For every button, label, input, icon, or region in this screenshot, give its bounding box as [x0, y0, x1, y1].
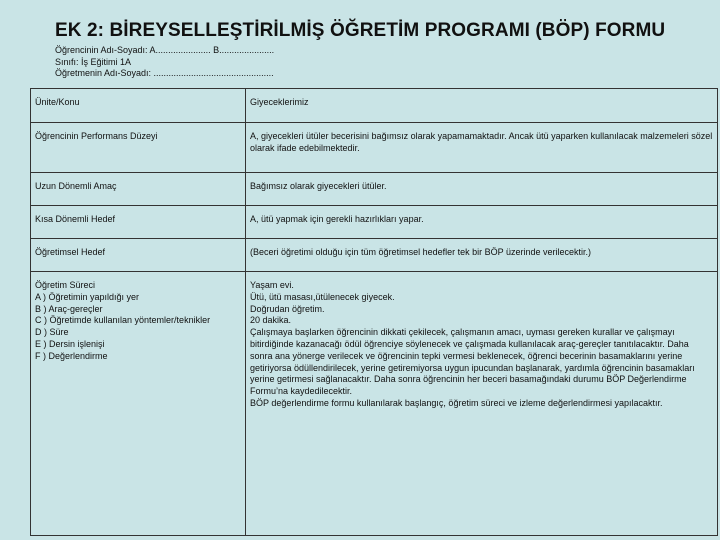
table-row [31, 89, 718, 123]
row-value: A, ütü yapmak için gerekli hazırlıkları yapar. [246, 206, 718, 239]
teacher-name-line: Öğretmenin Adı-Soyadı: ................................................ [55, 68, 274, 78]
row-label: Uzun Dönemli Amaç [31, 173, 246, 206]
row-value: Giyeceklerimiz [246, 89, 718, 123]
row-value: Bağımsız olarak giyecekleri ütüler. [246, 173, 718, 206]
row-label: Öğretimsel Hedef [31, 239, 246, 272]
row-label: Kısa Dönemli Hedef [31, 206, 246, 239]
table-row [31, 206, 718, 239]
row-label: Öğretim Süreci A ) Öğretimin yapıldığı yer B ) Araç-gereçler C ) Öğretimde kullanılan yöntemler/teknikler D ) Süre E ) Dersin işlenişi F ) Değerlendirme [31, 272, 246, 536]
table-row [31, 173, 718, 206]
row-value: A, giyecekleri ütüler becerisini bağımsız olarak yapamamaktadır. Ancak ütü yaparken kullanılacak malzemeleri sözel olarak ifade edebilmektedir. [246, 123, 718, 173]
row-label: Ünite/Konu [31, 89, 246, 123]
table-row [31, 272, 718, 536]
form-title: EK 2: BİREYSELLEŞTİRİLMİŞ ÖĞRETİM PROGRAMI (BÖP) FORMU [55, 20, 666, 41]
table-row [31, 123, 718, 173]
class-line: Sınıfı: İş Eğitimi 1A [55, 56, 132, 67]
row-value: (Beceri öğretimi olduğu için tüm öğretimsel hedefler tek bir BÖP üzerinde verilecektir.) [246, 239, 718, 272]
bop-form-table [30, 88, 718, 536]
student-info [55, 45, 274, 80]
student-name-line: Öğrencinin Adı-Soyadı: A...................... B...................... [55, 45, 275, 55]
row-label: Öğrencinin Performans Düzeyi [31, 123, 246, 173]
row-value: Yaşam evi. Ütü, ütü masası,ütülenecek giyecek. Doğrudan öğretim. 20 dakika. Çalışmaya başlarken öğrencinin dikkati çekilecek, çalışmanın amacı, uyması gereken kurallar ve çalışmayı bitirdiğinde kazanacağı ödül öğrenciye söylenecek ve çalışmada kullanılacak araç-gereçler tanıtılacaktır. Daha sonra ana yönerge verilecek ve öğrencinin tepki vermesi beklenecek, öğrenci becerinin basamaklarını yerine getiriyorsa ödüllendirilecek, yerine getiremiyorsa uygun ipucundan başlanarak, yardımla öğrencinin basamakları yerine getirmesi sağlanacaktır. Daha sonra öğrencinin her beceri basamağındaki durumu BÖP Değerlendirme Formu’na kaydedilecektir. BÖP değerlendirme formu kullanılarak başlangıç, öğretim süreci ve izleme değerlendirmesi yapılacaktır. [246, 272, 718, 536]
table-row [31, 239, 718, 272]
